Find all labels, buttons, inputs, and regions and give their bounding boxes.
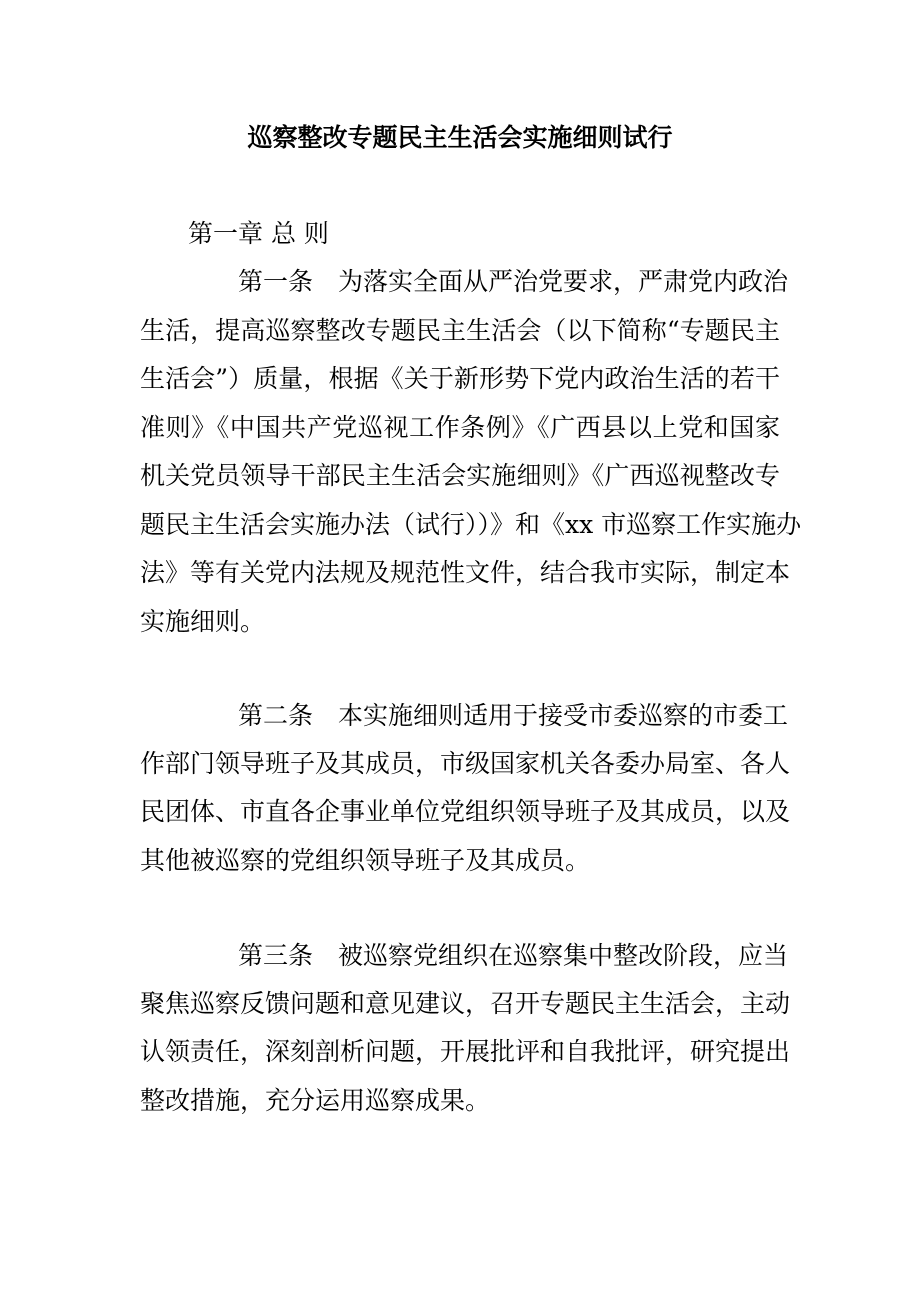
article-line: 第三条 被巡察党组织在巡察集中整改阶段，应当 [238,941,789,970]
article-line: 第一条 为落实全面从严治党要求，严肃党内政治 [238,267,789,296]
article-line: 作部门领导班子及其成员，市级国家机关各委办局室、各人 [140,749,791,778]
article-line: 准则》《中国共产党巡视工作条例》《广西县以上党和国家 [140,413,780,442]
chapter-heading: 第一章 总 则 [188,219,329,248]
article-line: 法》等有关党内法规及规范性文件，结合我市实际，制定本 [140,558,791,587]
article-line: 第二条 本实施细则适用于接受市委巡察的市委工 [238,701,789,730]
article-line: 聚焦巡察反馈问题和意见建议，召开专题民主生活会，主动 [140,989,791,1018]
document-title: 巡察整改专题民主生活会实施细则试行 [247,123,673,152]
article-line: 民团体、市直各企事业单位党组织领导班子及其成员，以及 [140,797,791,826]
article-line: 认领责任，深刻剖析问题，开展批评和自我批评，研究提出 [140,1037,791,1066]
article-line: 题民主生活会实施办法（试行））》和《xx 市巡察工作实施办 [140,510,802,539]
article-line: 其他被巡察的党组织领导班子及其成员。 [140,846,591,875]
article-line: 生活会”）质量，根据《关于新形势下党内政治生活的若干 [140,364,780,393]
article-line: 生活，提高巡察整改专题民主生活会（以下简称“专题民主 [140,316,780,345]
article-line: 整改措施，充分运用巡察成果。 [140,1086,491,1115]
article-line: 机关党员领导干部民主生活会实施细则》《广西巡视整改专 [140,461,780,490]
article-line: 实施细则。 [140,607,266,636]
